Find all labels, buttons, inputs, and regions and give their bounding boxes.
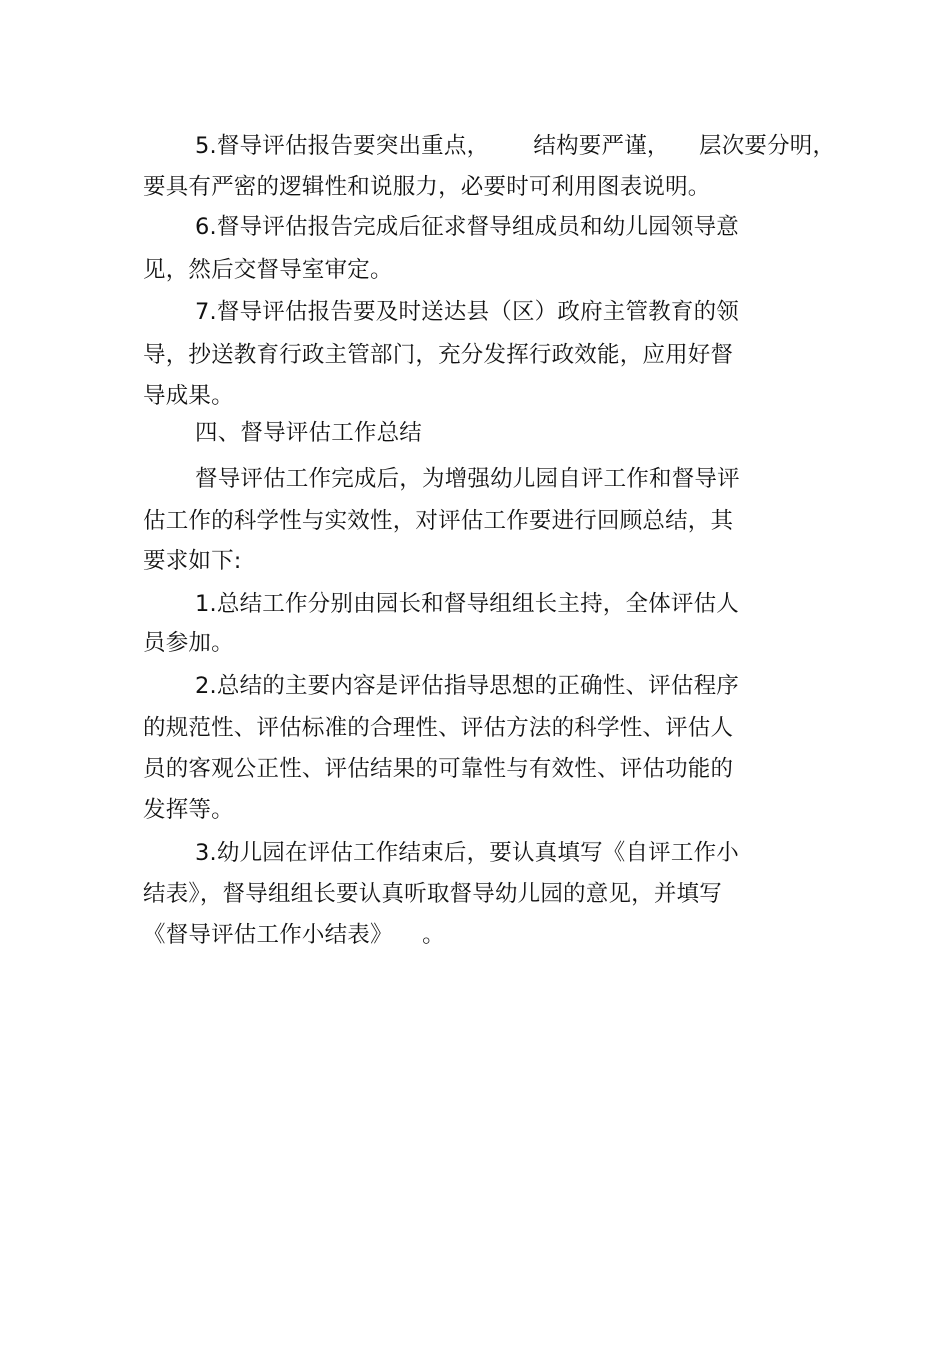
item-7-line-3: 导成果。 [143,383,234,409]
intro-para-line-3: 要求如下: [143,548,242,574]
summary-item-2-line-4: 发挥等。 [143,797,234,823]
summary-item-3-line-2: 结表》，督导组组长要认真听取督导幼儿园的意见，并填写 [143,881,722,907]
intro-para-line-2: 估工作的科学性与实效性，对评估工作要进行回顾总结，其 [143,508,734,534]
summary-item-2-line-3: 员的客观公正性、评估结果的可靠性与有效性、评估功能的 [143,756,734,782]
item-5-line-1: 5.督导评估报告要突出重点， 结构要严谨， 层次要分明， [195,133,836,159]
summary-item-2-line-2: 的规范性、评估标准的合理性、评估方法的科学性、评估人 [143,715,734,741]
item-7-line-1: 7.督导评估报告要及时送达县（区）政府主管教育的领 [195,299,739,325]
summary-item-3-line-1: 3.幼儿园在评估工作结束后，要认真填写《自评工作小 [195,840,739,866]
item-7-line-2: 导，抄送教育行政主管部门，充分发挥行政效能，应用好督 [143,342,734,368]
summary-item-1-line-2: 员参加。 [143,630,234,656]
summary-item-3-line-3: 《督导评估工作小结表》 。 [143,922,445,948]
item-6-line-1: 6.督导评估报告完成后征求督导组成员和幼儿园领导意 [195,214,739,240]
item-6-line-2: 见，然后交督导室审定。 [143,257,393,283]
section-heading: 四、督导评估工作总结 [195,420,423,446]
summary-item-1-line-1: 1.总结工作分别由园长和督导组组长主持，全体评估人 [195,591,739,617]
summary-item-2-line-1: 2.总结的主要内容是评估指导思想的正确性、评估程序 [195,673,739,699]
item-5-line-2: 要具有严密的逻辑性和说服力，必要时可利用图表说明。 [143,174,711,200]
intro-para-line-1: 督导评估工作完成后，为增强幼儿园自评工作和督导评 [195,466,740,492]
